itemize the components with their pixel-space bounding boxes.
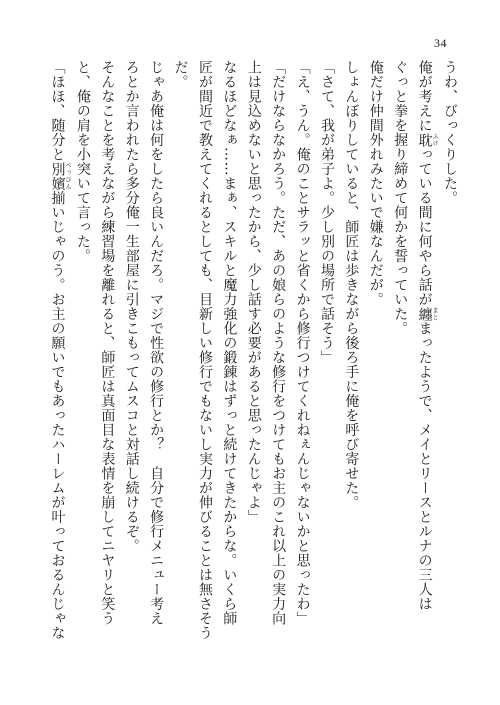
page-number: 34 <box>434 36 447 50</box>
text-line: だ。 <box>172 60 189 89</box>
furigana-ruby: 別嬪べっぴん <box>49 161 71 191</box>
text-line: なるほどなぁ……まぁ、スキルと魔力強化の鍛錬はずっと続けてきたからな。いくら師 <box>221 60 238 626</box>
vertical-text-body <box>45 60 462 665</box>
text-line: じゃあ俺は何をしたら良いんだろ。マジで性欲の修行とか？ 自分で修行メニュー考え <box>148 60 165 626</box>
furigana-ruby: 纏まと <box>416 306 438 321</box>
text-line: そんなことを考えながら練習場を離れると、師匠は真面目な表情を崩してニヤリと笑う <box>99 60 116 626</box>
text-line: 「さて、我が弟子よ。少し別の場所で話そう」 <box>318 60 335 365</box>
text-line: 匠が間近で教えてくれるとしても、目新しい修行でもないし実力が伸びることは無さそう <box>196 60 213 640</box>
furigana-ruby: 耽ふけ <box>416 132 438 147</box>
text-line: ろとか言われたら多分俺一生部屋に引きこもってムスコと対話し続けるぞ。 <box>123 60 140 553</box>
text-line: ぐっと拳を握り締めて何かを誓っていた。 <box>392 60 409 336</box>
text-line: 「ほほ、随分と別嬪べっぴん揃いじゃのう。お主の願いでもあったハーレムが叶っておるんじゃな <box>49 60 71 640</box>
text-line: しょんぼりしていると、師匠は歩きながら後ろ手に俺を呼び寄せた。 <box>343 60 360 510</box>
text-line: 上は見込めないと思ったから、少し話す必要があると思ったんじゃよ」 <box>245 60 262 524</box>
text-line: 俺だけ仲間外れみたいで嫌なんだが。 <box>367 60 384 307</box>
text-line: 「え、うん。俺のことサラッと省くから修行つけてくれねぇんじゃないかと思ったわ」 <box>294 60 311 626</box>
text-line: 俺が考えに耽ふけっている間に何やら話が纏まとまったようで、メイとリースとルナの三人は <box>416 60 438 611</box>
text-line: 「だけならなかろう。ただ、あの娘らのような修行をつけてもお主のこれ以上の実力向 <box>270 60 287 626</box>
text-line: うわ、びっくりした。 <box>442 60 458 205</box>
text-line: と、俺の肩を小突いて言った。 <box>74 60 91 263</box>
